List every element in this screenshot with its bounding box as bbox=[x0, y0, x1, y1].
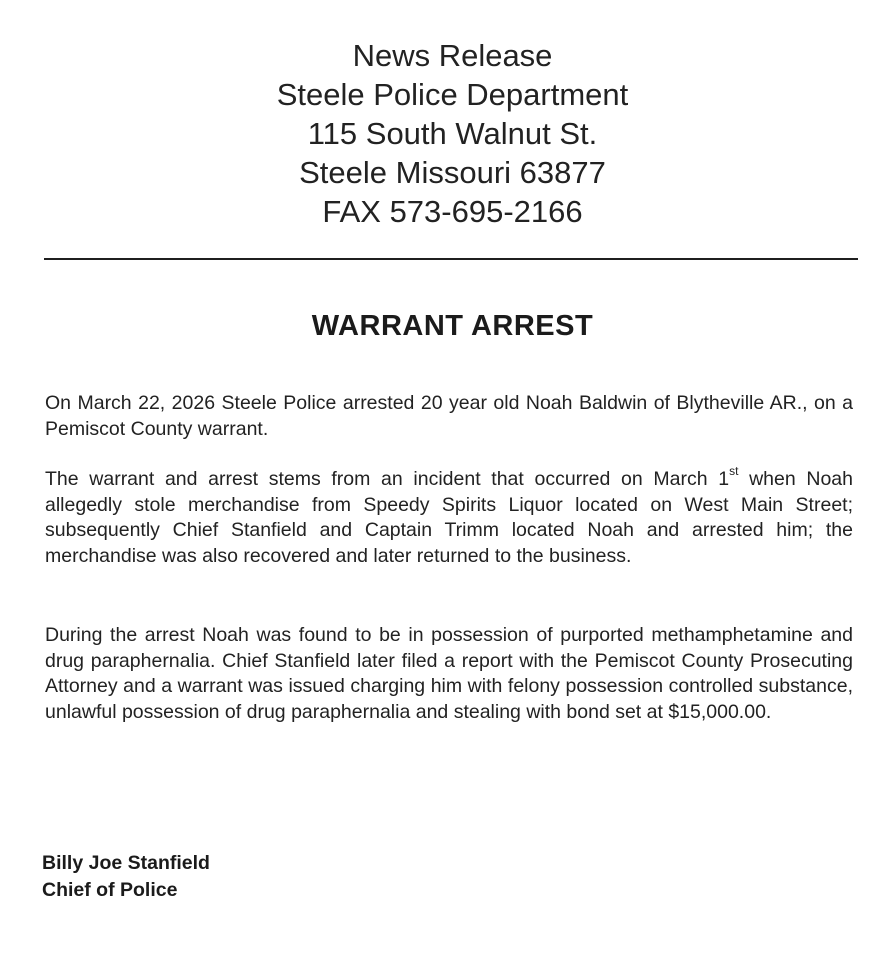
letterhead bbox=[0, 36, 895, 231]
ordinal-suffix: st bbox=[729, 463, 739, 478]
release-headline bbox=[0, 310, 895, 343]
news-release-label: News Release bbox=[352, 38, 553, 73]
incident-text-start: The warrant and arrest stems from an incident that occurred on March 1 bbox=[45, 468, 730, 490]
signature-block bbox=[42, 850, 210, 904]
paragraph-incident-details bbox=[45, 463, 853, 569]
fax-number: FAX 573-695-2166 bbox=[322, 194, 583, 229]
paragraph-charges: During the arrest Noah was found to be in possession of purported methamphetamine and drug paraphernalia. Chief Stanfield later filed a report with the Pemiscot County Prosecuting Attorney and a warrant was issued charging him with felony possession controlled substance, unlawful possession of drug paraphernalia and stealing with bond set at $15,000.00. bbox=[45, 624, 853, 723]
headline-text: WARRANT ARREST bbox=[311, 310, 594, 342]
header-divider bbox=[44, 258, 858, 260]
paragraph-arrest-summary: On March 22, 2026 Steele Police arrested 20 year old Noah Baldwin of Blytheville AR., on a Pemiscot County warrant. bbox=[45, 392, 853, 440]
city-state-zip: Steele Missouri 63877 bbox=[299, 155, 606, 190]
signer-name: Billy Joe Stanfield bbox=[42, 852, 210, 874]
department-name: Steele Police Department bbox=[276, 77, 629, 112]
signer-title: Chief of Police bbox=[42, 879, 178, 901]
street-address: 115 South Walnut St. bbox=[307, 116, 598, 151]
incident-text-end: when Noah allegedly stole merchandise from Speedy Spirits Liquor located on West Main Street; subsequently Chief Stanfield and Captain Trimm located Noah and arrested him; the merchandise was also recovered and later returned to the business. bbox=[45, 468, 853, 567]
